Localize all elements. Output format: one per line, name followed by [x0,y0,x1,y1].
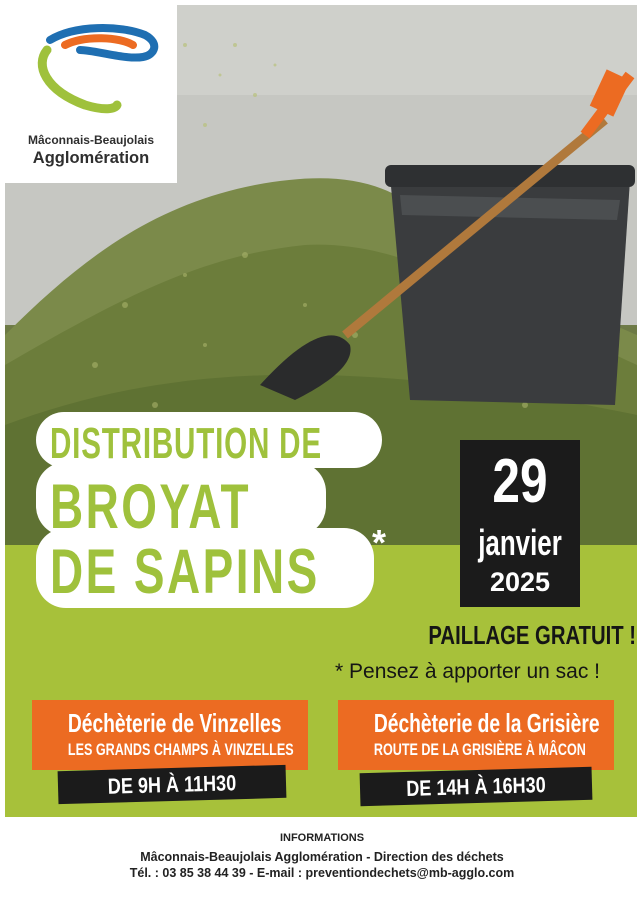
site-hours-vinzelles [58,765,287,804]
logo-name-line2: Agglomération [32,149,150,167]
site-address: ROUTE DE LA GRISIÈRE À MÂCON [373,740,586,759]
site-hours-grisiere [360,767,593,806]
organization-logo [5,5,177,183]
tagline: PAILLAGE GRATUIT ! [428,620,637,650]
date-month: janvier [478,522,562,563]
site-grisiere [338,700,614,770]
hours-label: DE 14H À 16H30 [405,772,547,801]
info-heading: INFORMATIONS [279,832,365,844]
info-organization: Mâconnais-Beaujolais Agglomération - Direction des déchets [140,850,504,864]
title-line3: DE SAPINS [50,536,320,607]
information-block [32,820,612,902]
date-day: 29 [492,447,548,516]
heart-logo-icon [5,5,177,130]
date-year: 2025 [489,567,551,597]
info-contact: Tél. : 03 85 38 44 39 - E-mail : preventiondechets@mb-agglo.com [129,866,515,880]
site-vinzelles [32,700,308,770]
logo-name-line1: Mâconnais-Beaujolais [27,133,155,147]
hours-label: DE 9H À 11H30 [107,770,237,799]
site-name: Déchèterie de Vinzelles [67,708,282,738]
title-line2: BROYAT [50,471,252,542]
title-line1: DISTRIBUTION DE [50,420,322,469]
site-name: Déchèterie de la Grisière [373,708,600,738]
bag-note: * Pensez à apporter un sac ! [335,660,600,683]
title-asterisk: * [372,522,387,563]
site-address: LES GRANDS CHAMPS À VINZELLES [67,740,294,759]
event-date [460,440,580,607]
